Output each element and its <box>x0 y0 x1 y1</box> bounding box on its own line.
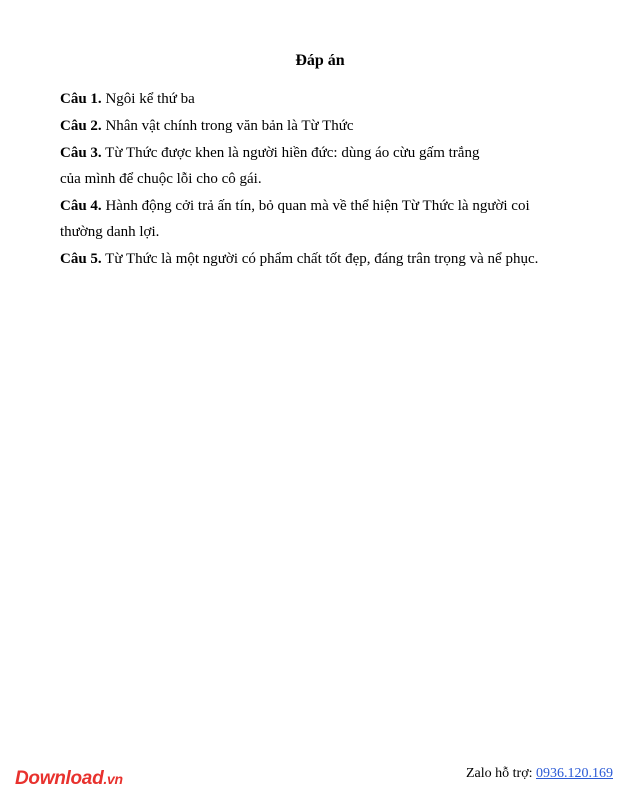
logo-suffix: .vn <box>103 771 123 787</box>
answer-4 <box>60 197 530 215</box>
answer-label: Câu 1. <box>60 91 102 107</box>
answer-label: Câu 2. <box>60 118 102 134</box>
answer-label: Câu 3. <box>60 145 102 161</box>
support-label: Zalo hỗ trợ: <box>466 766 536 781</box>
support-phone-link[interactable]: 0936.120.169 <box>536 766 613 781</box>
answer-1 <box>60 90 195 108</box>
answer-label: Câu 5. <box>60 251 102 267</box>
answer-3-continuation: của mình để chuộc lỗi cho cô gái. <box>60 171 262 187</box>
answer-text: Từ Thức là một người có phẩm chất tốt đẹp, đáng trân trọng và nể phục. <box>101 251 539 267</box>
answer-label: Câu 4. <box>60 198 102 214</box>
answer-4-continuation: thường danh lợi. <box>60 224 160 240</box>
answer-2 <box>60 117 354 135</box>
page-title: Đáp án <box>295 52 345 69</box>
logo-main: Download <box>15 768 104 789</box>
answer-text: Ngôi kể thứ ba <box>101 91 195 107</box>
answer-text: Từ Thức được khen là người hiền đức: dùng áo cừu gấm trắng <box>101 145 480 161</box>
answer-3 <box>60 144 479 162</box>
support-contact <box>466 766 613 782</box>
download-logo[interactable] <box>15 768 123 790</box>
answer-text: Nhân vật chính trong văn bản là Từ Thức <box>101 118 354 134</box>
answer-5 <box>60 250 538 268</box>
answer-text: Hành động cởi trả ấn tín, bỏ quan mà về thể hiện Từ Thức là người coi <box>101 198 530 214</box>
